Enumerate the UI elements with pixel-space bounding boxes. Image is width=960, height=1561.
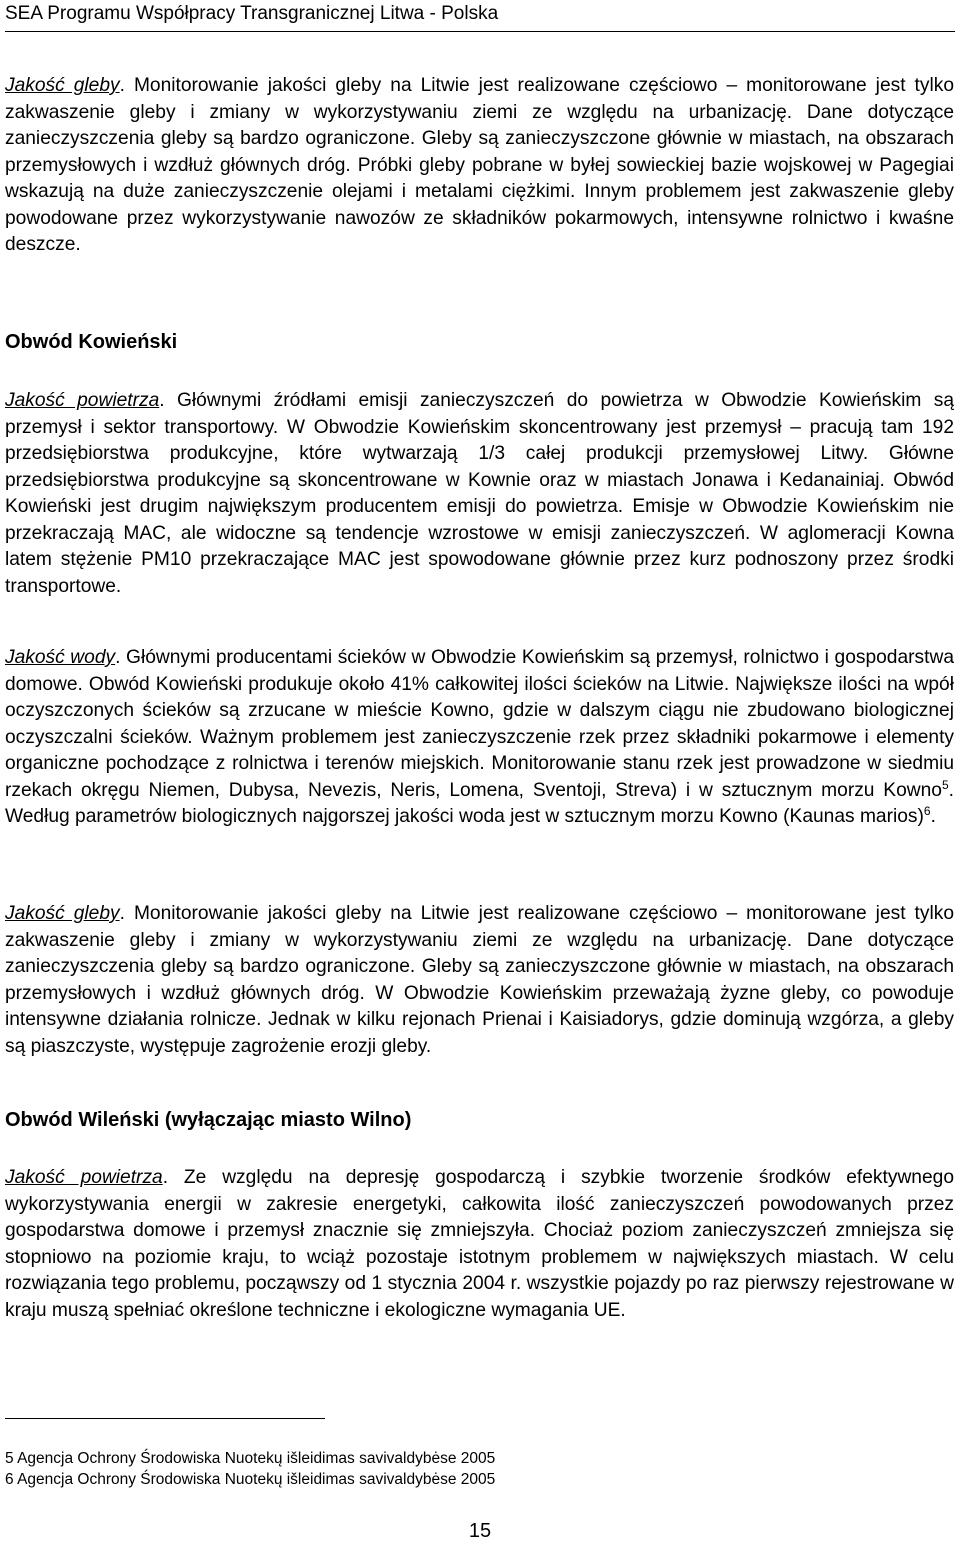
paragraph-text: . Monitorowanie jakości gleby na Litwie jest realizowane częściowo – monitorowane jest tylko zakwaszenie gleby i zmiany w wykorzystywaniu ziemi ze względu na urbanizację. Dane dotyczące zanieczyszczenia gleby są bardzo ograniczone. Gleby są zanieczyszczone głównie w miastach, na obszarach przemysłowych i wzdłuż głównych dróg. Próbki gleby pobrane w byłej sowieckiej bazie wojskowej w Pagegiai wskazują na duże zanieczyszczenie olejami i metalami ciężkimi. Innym problemem jest zakwaszenie gleby powodowane przez wykorzystywanie nawozów ze składników pokarmowych, intensywne rolnictwo i kwaśne deszcze. <box>5 75 954 255</box>
paragraph-text: . Monitorowanie jakości gleby na Litwie jest realizowane częściowo – monitorowane jest tylko zakwaszenie gleby i zmiany w wykorzystywaniu ziemi ze względu na urbanizację. Dane dotyczące zanieczyszczenia gleby są bardzo ograniczone. Gleby są zanieczyszczone głównie w miastach, na obszarach przemysłowych i wzdłuż głównych dróg. W Obwodzie Kowieńskim przeważają żyzne gleby, co powoduje intensywne działania rolnicze. Jednak w kilku rejonach Prienai i Kaisiadorys, gdzie dominują wzgórza, a gleby są piaszczyste, występuje zagrożenie erozji gleby. <box>5 903 954 1057</box>
footnote-6: 6 Agencja Ochrony Środowiska Nuotekų išleidimas savivaldybėse 2005 <box>5 1471 496 1488</box>
paragraph-label: Jakość wody <box>5 647 116 668</box>
paragraph-soil-quality-kaunas <box>5 901 954 1060</box>
paragraph-text: . Ze względu na depresję gospodarczą i szybkie tworzenie środków efektywnego wykorzystywania energii w zakresie energetyki, całkowita ilość zanieczyszczeń powodowanych przez gospodarstwa domowe i przemysł znacznie się zmniejszyła. Chociaż poziom zanieczyszczeń zmniejsza się stopniowo na poziomie kraju, to wciąż pozostaje istotnym problemem w największych miastach. W celu rozwiązania tego problemu, począwszy od 1 stycznia 2004 r. wszystkie pojazdy po raz pierwszy rejestrowane w kraju muszą spełniać określone techniczne i ekologiczne wymagania UE. <box>5 1167 954 1321</box>
paragraph-text: . Głównymi źródłami emisji zanieczyszczeń do powietrza w Obwodzie Kowieńskim są przemysł i sektor transportowy. W Obwodzie Kowieńskim skoncentrowany jest przemysł – pracują tam 192 przedsiębiorstwa produkcyjne, które wytwarzają 1/3 całej produkcji przemysłowej Litwy. Główne przedsiębiorstwa produkcyjne są skoncentrowane w Kownie oraz w miastach Jonawa i Kedanainiaj. Obwód Kowieński jest drugim największym producentem emisji do powietrza. Emisje w Obwodzie Kowieńskim nie przekraczają MAC, ale widoczne są tendencje wzrostowe w emisji zanieczyszczeń. W aglomeracji Kowna latem stężenie PM10 przekraczające MAC jest spowodowane głównie przez kurz podnoszony przez środki transportowe. <box>5 390 954 597</box>
paragraph-label: Jakość powietrza <box>5 1167 163 1188</box>
paragraph-text: . Głównymi producentami ścieków w Obwodzie Kowieńskim są przemysł, rolnictwo i gospodarstwa domowe. Obwód Kowieński produkuje około 41% całkowitej ilości ścieków na Litwie. Największe ilości na wpół oczyszczonych ścieków są zrzucane w mieście Kowno, gdzie w dalszym ciągu nie zbudowano biologicznej oczyszczalni ścieków. Ważnym problemem jest zanieczyszczenie rzek przez składniki pokarmowe i elementy organiczne pochodzące z rolnictwa i terenów miejskich. Monitorowanie stanu rzek jest prowadzone w siedmiu rzekach okręgu Niemen, Dubysa, Nevezis, Neris, Lomena, Sventoji, Streva) i w sztucznym morzu Kowno <box>5 647 954 801</box>
paragraph-label: Jakość powietrza <box>5 390 160 411</box>
footnote-separator <box>5 1418 325 1419</box>
paragraph-air-quality-kaunas <box>5 388 954 600</box>
header-title: SEA Programu Współpracy Transgranicznej Litwa - Polska <box>5 3 499 24</box>
section-heading-kaunas: Obwód Kowieński <box>5 331 178 353</box>
paragraph-air-quality-vilnius <box>5 1165 954 1324</box>
footnote-ref: 5 <box>941 777 949 792</box>
page-number: 15 <box>468 1520 492 1542</box>
page-header <box>5 2 955 32</box>
paragraph-label: Jakość gleby <box>5 75 120 96</box>
paragraph-text: . Według parametrów biologicznych najgorszej jakości woda jest w sztucznym morzu Kowno (Kaunas marios) <box>5 779 954 827</box>
paragraph-label: Jakość gleby <box>5 903 120 924</box>
paragraph-text: . <box>930 806 936 827</box>
footnote-ref: 6 <box>923 804 931 818</box>
paragraph-soil-quality-lithuania <box>5 73 954 259</box>
paragraph-water-quality-kaunas <box>5 645 954 831</box>
footnote-5: 5 Agencja Ochrony Środowiska Nuotekų išleidimas savivaldybėse 2005 <box>5 1450 496 1467</box>
section-heading-vilnius: Obwód Wileński (wyłączając miasto Wilno) <box>5 1109 412 1131</box>
